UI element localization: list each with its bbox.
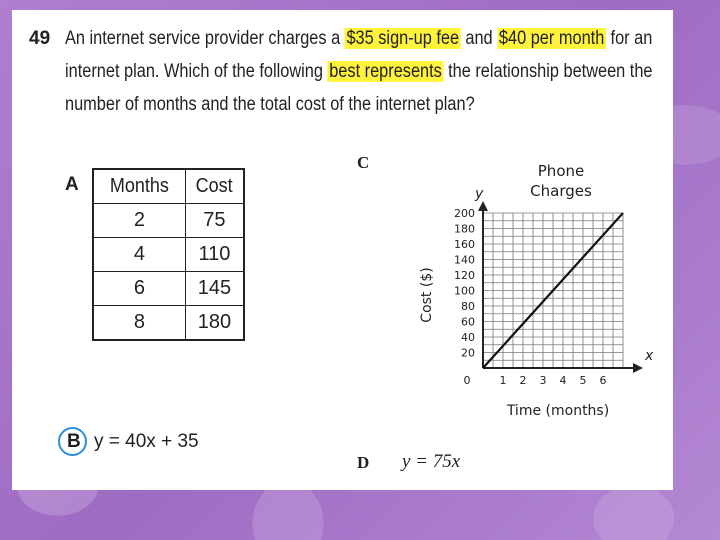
y-axis-letter: y	[475, 186, 484, 202]
option-c-chart	[397, 150, 657, 419]
y-tick-label: 60	[461, 315, 475, 329]
y-axis-arrow	[478, 201, 488, 211]
x-tick-label: 5	[579, 374, 587, 387]
question-number: 49	[29, 28, 51, 49]
option-b-letter: B	[67, 431, 81, 452]
y-tick-label: 140	[454, 253, 475, 267]
y-tick-label: 20	[461, 346, 475, 360]
table-row: 4 110	[93, 238, 244, 272]
y-tick-label: 120	[454, 269, 475, 282]
y-tick-label: 100	[454, 284, 475, 298]
y-tick-label: 40	[461, 331, 475, 344]
table-row: 2 75	[93, 204, 244, 238]
option-a-table	[92, 168, 245, 341]
y-tick-label: 160	[454, 238, 475, 251]
question-line-2: internet plan. Which of the following best represents the relationship between the	[65, 61, 653, 82]
chart-title: Phone	[537, 162, 585, 180]
y-tick-label: 80	[461, 300, 475, 313]
y-tick-label: 180	[454, 222, 475, 236]
table-row: 8 180	[93, 306, 244, 341]
x-tick-label: 1	[499, 374, 507, 387]
x-tick-label: 4	[559, 374, 567, 387]
question-line-1: An internet service provider charges a $35 sign-up fee and $40 per month for an	[65, 28, 653, 49]
x-tick-label: 6	[599, 374, 607, 387]
x-axis-arrow	[633, 363, 643, 373]
question-line-3: number of months and the total cost of the internet plan?	[65, 94, 475, 115]
chart-title: Charges	[530, 182, 592, 200]
question-slide	[12, 10, 673, 490]
y-tick-label: 200	[454, 207, 475, 220]
x-tick-label: 3	[539, 374, 547, 387]
origin-label: 0	[463, 374, 471, 387]
highlight-monthly-fee: $40 per month	[498, 28, 605, 49]
option-c-letter: C	[357, 153, 370, 172]
table-row: 6 145	[93, 272, 244, 306]
table-header-cost: Cost	[188, 169, 241, 204]
option-d-equation: y = 75x	[402, 451, 461, 472]
highlight-signup-fee: $35 sign-up fee	[346, 28, 460, 49]
option-d-letter: D	[357, 453, 370, 472]
option-a-letter: A	[65, 174, 79, 195]
x-tick-label: 2	[519, 374, 527, 387]
x-axis-label: Time (months)	[506, 403, 610, 419]
phone-charges-chart	[397, 150, 657, 419]
table-header-months: Months	[98, 169, 181, 204]
highlight-best-represents: best represents	[329, 61, 442, 82]
option-b-equation: y = 40x + 35	[94, 431, 199, 452]
x-axis-letter: x	[645, 348, 654, 364]
y-axis-label: Cost ($)	[419, 267, 435, 323]
